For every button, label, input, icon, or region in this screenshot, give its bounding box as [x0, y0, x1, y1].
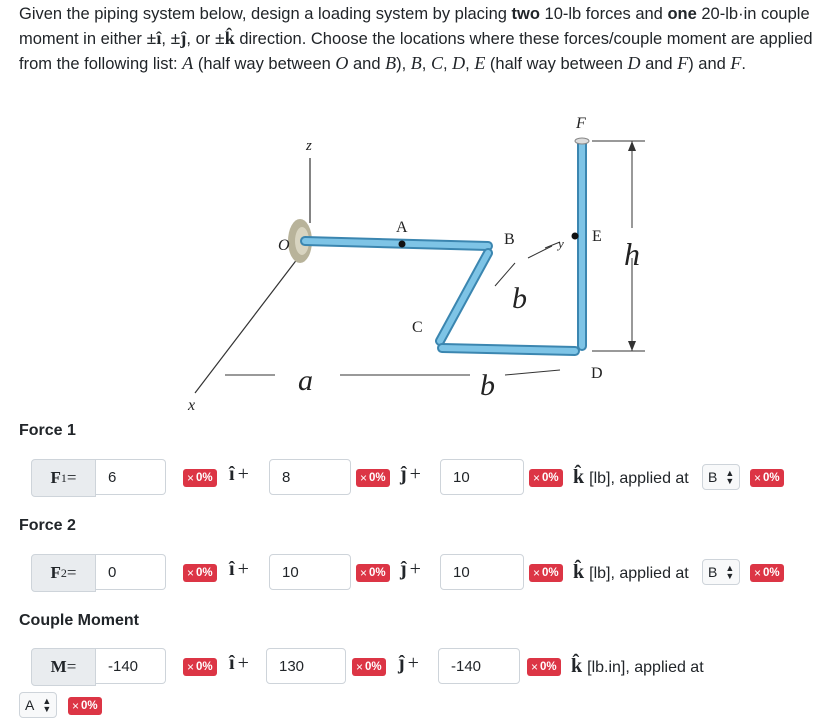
moment-j-input[interactable]: 130 [266, 648, 346, 684]
dimension-b-bottom-label: b [480, 369, 495, 402]
force1-i-input[interactable]: 6 [96, 459, 166, 495]
moment-location-score-badge: × 0% [68, 697, 102, 715]
moment-j-hat: ĵ + [398, 652, 419, 674]
moment-symbol: M = [31, 648, 96, 686]
force1-i-hat: î + [229, 463, 249, 485]
moment-i-input[interactable]: -140 [96, 648, 166, 684]
dimension-b-diagonal-label: b [512, 282, 527, 315]
force2-j-hat: ĵ + [400, 558, 421, 580]
force2-k-score-badge: × 0% [529, 564, 563, 582]
point-o-label: O [278, 237, 290, 254]
point-f-label: F [576, 115, 586, 132]
force2-j-input[interactable]: 10 [269, 554, 351, 590]
moment-heading: Couple Moment [19, 612, 139, 629]
problem-statement: Given the piping system below, design a loading system by placing two 10-lb forces and one 20-lb·in couple moment in either ±î, ±ĵ, or ±k̂ direction. Choose the locations where these forces/couple moment are applied from the following list: A (half way between O and B), B, C, D, E (half way between D and F) and F. [19, 5, 813, 73]
x-axis-label: x [188, 397, 196, 414]
select-caret-icon: ▲ ▼ [725, 563, 735, 581]
select-caret-icon: ▲ ▼ [725, 468, 735, 486]
moment-unit-text: k̂ [lb.in], applied at [571, 655, 704, 677]
force2-symbol: F 2 = [31, 554, 96, 592]
point-e-marker [572, 233, 579, 240]
point-a-marker [399, 241, 406, 248]
y-axis-label: y [558, 236, 564, 251]
dimension-a-label: a [298, 364, 313, 397]
dimension-h-label: h [624, 236, 640, 272]
force2-i-hat: î + [229, 558, 249, 580]
piping-system-figure [150, 108, 670, 418]
select-caret-icon: ▲ ▼ [42, 696, 52, 714]
point-d-label: D [591, 365, 603, 382]
point-b-label: B [504, 231, 515, 248]
force2-i-input[interactable]: 0 [96, 554, 166, 590]
force1-unit-text: k̂ [lb], applied at [573, 466, 689, 488]
point-a-label: A [396, 219, 408, 236]
force1-symbol: F 1 = [31, 459, 96, 497]
force2-k-input[interactable]: 10 [440, 554, 524, 590]
pipe-segment-bc [440, 253, 488, 341]
force2-heading: Force 2 [19, 517, 76, 534]
force2-location-score-badge: × 0% [750, 564, 784, 582]
moment-k-input[interactable]: -140 [438, 648, 520, 684]
moment-k-score-badge: × 0% [527, 658, 561, 676]
moment-i-hat: î + [229, 652, 249, 674]
force1-j-hat: ĵ + [400, 463, 421, 485]
force2-unit-text: k̂ [lb], applied at [573, 561, 689, 583]
force1-j-score-badge: × 0% [356, 469, 390, 487]
moment-i-score-badge: × 0% [183, 658, 217, 676]
moment-j-score-badge: × 0% [352, 658, 386, 676]
moment-location-select[interactable]: A ▲ ▼ [19, 692, 57, 718]
point-e-label: E [592, 228, 602, 245]
pipe-segment-cd [442, 348, 575, 351]
force1-heading: Force 1 [19, 422, 76, 439]
force1-location-score-badge: × 0% [750, 469, 784, 487]
force1-k-input[interactable]: 10 [440, 459, 524, 495]
force1-j-input[interactable]: 8 [269, 459, 351, 495]
force1-location-select[interactable]: B ▲ ▼ [702, 464, 740, 490]
point-c-label: C [412, 319, 423, 336]
force1-k-score-badge: × 0% [529, 469, 563, 487]
force2-i-score-badge: × 0% [183, 564, 217, 582]
force2-location-select[interactable]: B ▲ ▼ [702, 559, 740, 585]
force1-i-score-badge: × 0% [183, 469, 217, 487]
z-axis-label: z [306, 138, 312, 154]
force2-j-score-badge: × 0% [356, 564, 390, 582]
